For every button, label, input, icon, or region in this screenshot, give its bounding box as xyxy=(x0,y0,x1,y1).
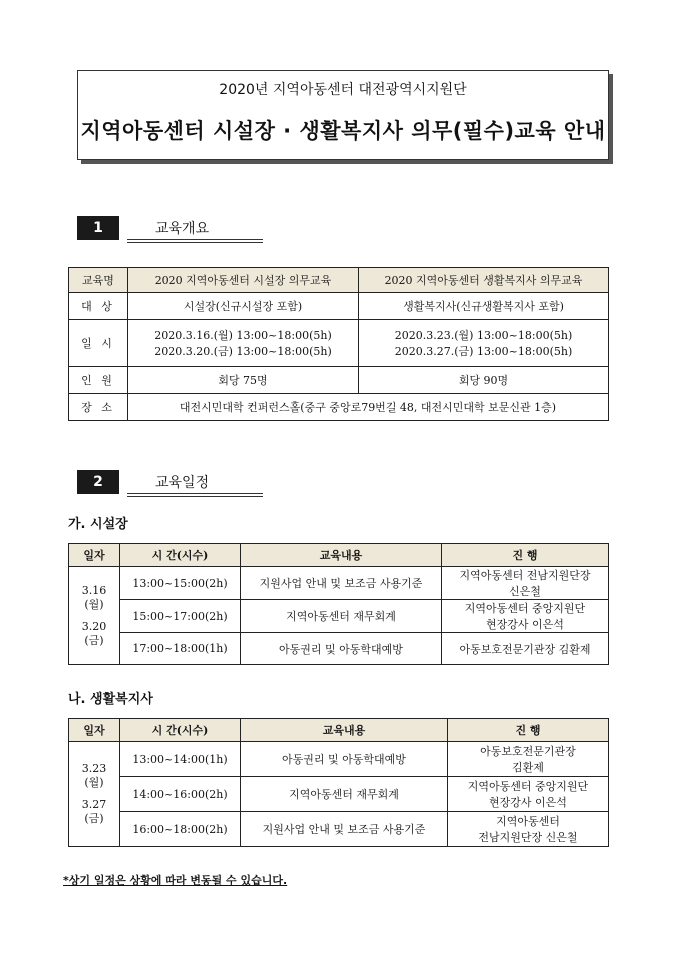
time-cell: 16:00~18:00(2h) xyxy=(120,812,241,847)
lead-line: 전남지원단장 신은철 xyxy=(478,831,578,844)
datetime-line: 2020.3.23.(월) 13:00~18:00(5h) xyxy=(394,329,573,342)
date-text: 3.23 xyxy=(81,762,107,775)
weekday-text: (월) xyxy=(84,597,104,611)
lead-cell xyxy=(442,600,609,633)
datetime-line: 2020.3.20.(금) 13:00~18:00(5h) xyxy=(154,345,332,358)
content-cell: 지역아동센터 재무회계 xyxy=(241,600,442,633)
weekday-text: (금) xyxy=(84,633,104,647)
content-cell: 아동권리 및 아동학대예방 xyxy=(241,742,448,777)
weekday-text: (월) xyxy=(84,776,104,789)
content-cell: 지원사업 안내 및 보조금 사용기준 xyxy=(241,567,442,600)
row-key: 장 소 xyxy=(69,394,128,421)
table-cell: 대전시민대학 컨퍼런스홀(중구 중앙로79번길 48, 대전시민대학 보문신관 1층) xyxy=(128,394,609,421)
section-1-heading xyxy=(77,216,263,240)
date-text: 3.16 xyxy=(81,583,107,597)
table-header: 진 행 xyxy=(442,544,609,567)
datetime-line: 2020.3.16.(월) 13:00~18:00(5h) xyxy=(154,329,332,342)
content-cell: 지원사업 안내 및 보조금 사용기준 xyxy=(241,812,448,847)
lead-cell: 아동보호전문기관장 김환제 xyxy=(442,633,609,665)
schedule-b-heading: 나. 생활복지사 xyxy=(68,692,153,707)
table-header: 일자 xyxy=(69,719,120,742)
lead-cell xyxy=(442,567,609,600)
overview-table xyxy=(68,267,609,421)
date-text: 3.20 xyxy=(81,619,107,633)
time-cell: 14:00~16:00(2h) xyxy=(120,777,241,812)
table-header: 2020 지역아동센터 생활복지사 의무교육 xyxy=(359,268,609,293)
date-cell xyxy=(69,567,120,665)
lead-line: 김환제 xyxy=(512,761,544,774)
table-header: 교육명 xyxy=(69,268,128,293)
title-box xyxy=(77,70,609,160)
table-header: 2020 지역아동센터 시설장 의무교육 xyxy=(128,268,359,293)
table-header: 시 간(시수) xyxy=(120,719,241,742)
document-title: 지역아동센터 시설장 · 생활복지사 의무(필수)교육 안내 xyxy=(80,119,606,143)
lead-line: 현장강사 이은석 xyxy=(489,796,567,809)
weekday-text: (금) xyxy=(84,812,104,825)
content-cell: 아동권리 및 아동학대예방 xyxy=(241,633,442,665)
lead-line: 현장강사 이은석 xyxy=(486,618,564,631)
date-text: 3.27 xyxy=(81,798,107,811)
date-cell xyxy=(69,742,120,847)
section-label: 교육개요 xyxy=(155,221,210,237)
document-subtitle: 2020년 지역아동센터 대전광역시지원단 xyxy=(219,82,467,98)
table-cell: 생활복지사(신규생활복지사 포함) xyxy=(359,293,609,320)
table-cell: 시설장(신규시설장 포함) xyxy=(128,293,359,320)
schedule-b-table xyxy=(68,718,609,847)
section-number: 1 xyxy=(77,216,119,240)
schedule-a-heading: 가. 시설장 xyxy=(68,517,128,532)
row-key: 대 상 xyxy=(69,293,128,320)
table-cell xyxy=(359,320,609,367)
time-cell: 17:00~18:00(1h) xyxy=(120,633,241,665)
table-cell xyxy=(128,320,359,367)
table-cell: 회당 90명 xyxy=(359,367,609,394)
table-header: 교육내용 xyxy=(241,544,442,567)
lead-line: 신은철 xyxy=(509,585,541,598)
table-header: 교육내용 xyxy=(241,719,448,742)
table-header: 일자 xyxy=(69,544,120,567)
content-cell: 지역아동센터 재무회계 xyxy=(241,777,448,812)
footnote: *상기 일정은 상황에 따라 변동될 수 있습니다. xyxy=(63,874,288,887)
schedule-a-table xyxy=(68,543,609,665)
row-key: 인 원 xyxy=(69,367,128,394)
lead-line: 지역아동센터 xyxy=(496,815,560,828)
lead-line: 지역아동센터 중앙지원단 xyxy=(464,602,586,615)
datetime-line: 2020.3.27.(금) 13:00~18:00(5h) xyxy=(394,345,573,358)
time-cell: 13:00~15:00(2h) xyxy=(120,567,241,600)
table-header: 진 행 xyxy=(448,719,609,742)
table-header: 시 간(시수) xyxy=(120,544,241,567)
table-cell: 회당 75명 xyxy=(128,367,359,394)
lead-cell xyxy=(448,742,609,777)
section-label: 교육일정 xyxy=(155,475,210,491)
lead-cell xyxy=(448,777,609,812)
lead-line: 지역아동센터 중앙지원단 xyxy=(467,780,589,793)
time-cell: 13:00~14:00(1h) xyxy=(120,742,241,777)
section-number: 2 xyxy=(77,470,119,494)
lead-line: 지역아동센터 전남지원단장 xyxy=(459,569,591,582)
lead-line: 아동보호전문기관장 xyxy=(480,745,576,758)
lead-cell xyxy=(448,812,609,847)
row-key: 일 시 xyxy=(69,320,128,367)
time-cell: 15:00~17:00(2h) xyxy=(120,600,241,633)
section-2-heading xyxy=(77,470,263,494)
